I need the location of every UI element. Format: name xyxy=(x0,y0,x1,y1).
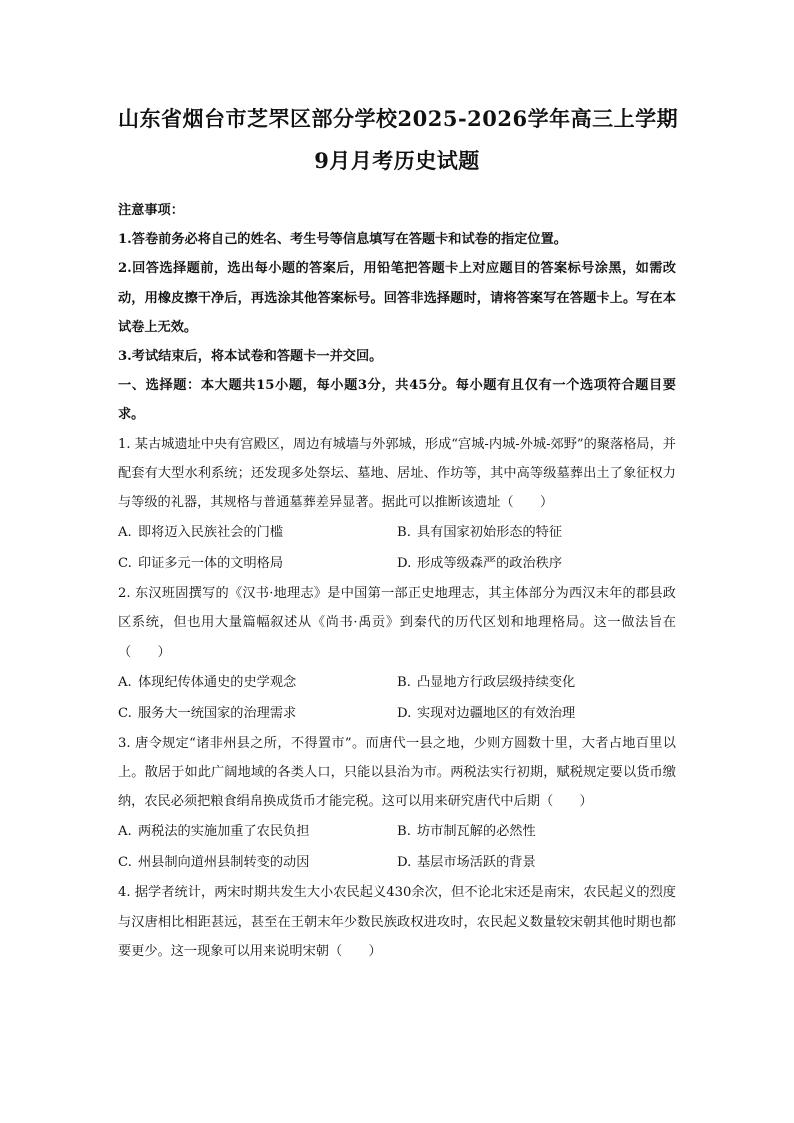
option-a: A. 两税法的实施加重了农民负担 xyxy=(118,824,310,840)
option-d: D. 实现对边疆地区的有效治理 xyxy=(397,705,576,721)
option-c: C. 州县制向道州县制转变的动因 xyxy=(118,855,310,871)
notice-item-1: 1.答卷前务必将自己的姓名、考生号等信息填写在答题卡和试卷的指定位置。 xyxy=(118,232,567,248)
notice-item-2: 2.回答选择题前，选出每小题的答案后，用铅笔把答题卡上对应题目的答案标号涂黑，如需改动，用橡皮擦干净后，再选涂其他答案标号。回答非选择题时，请将答案写在答题卡上。写在本试卷上无效。 xyxy=(118,261,676,335)
option-c: C. 服务大一统国家的治理需求 xyxy=(118,705,297,721)
question-3 xyxy=(118,729,676,879)
answer-options xyxy=(118,667,676,729)
option-b: B. 坊市制瓦解的必然性 xyxy=(397,824,536,840)
exam-title-line2: 9月月考历史试题 xyxy=(314,148,480,173)
question-stem: 4. 据学者统计，两宋时期共发生大小农民起义430余次，但不论北宋还是南宋，农民起义的烈度与汉唐相比相距甚远，甚至在王朝末年少数民族政权进攻时，农民起义数量较宋朝其他时期也都要更少。这一现象可以用来说明宋朝（ ） xyxy=(118,885,676,959)
answer-options xyxy=(118,816,676,878)
option-d: D. 形成等级森严的政治秩序 xyxy=(397,556,563,572)
question-stem: 3. 唐令规定“诸非州县之所，不得置市”。而唐代一县之地，少则方圆数十里，大者占地百里以上。散居于如此广阔地域的各类人口，只能以县治为市。两税法实行初期，赋税规定要以货币缴纳，农民必须把粮食绢帛换成货币才能完税。这可以用来研究唐代中后期（ ） xyxy=(118,735,676,810)
option-b: B. 具有国家初始形态的特征 xyxy=(397,525,563,541)
notice-item-3: 3.考试结束后，将本试卷和答题卡一并交回。 xyxy=(118,349,383,365)
exam-title-line1: 山东省烟台市芝罘区部分学校2025-2026学年高三上学期 xyxy=(118,106,679,131)
notice-heading: 注意事项： xyxy=(118,203,184,218)
option-a: A. 体现纪传体通史的史学观念 xyxy=(118,674,297,690)
option-b: B. 凸显地方行政层级持续变化 xyxy=(397,674,576,690)
question-2 xyxy=(118,579,676,729)
answer-options xyxy=(118,517,676,579)
option-c: C. 印证多元一体的文明格局 xyxy=(118,556,284,572)
option-d: D. 基层市场活跃的背景 xyxy=(397,855,536,871)
question-4 xyxy=(118,878,676,966)
question-stem: 2. 东汉班固撰写的《汉书·地理志》是中国第一部正史地理志，其主体部分为西汉末年的郡县政区系统，但也用大量篇幅叙述从《尚书·禹贡》到秦代的历代区划和地理格局。这一做法旨在（ ） xyxy=(118,586,676,660)
question-stem: 1. 某古城遗址中央有宫殿区，周边有城墙与外郭城，形成“宫城-内城-外城-郊野”的聚落格局，并配套有大型水利系统；还发现多处祭坛、墓地、居址、作坊等，其中高等级墓葬出土了象征权力与等级的礼器，其规格与普通墓葬差异显著。据此可以推断该遗址（ ） xyxy=(118,436,676,511)
question-1 xyxy=(118,430,676,580)
section-heading: 一、选择题：本大题共15小题，每小题3分，共45分。每小题有且仅有一个选项符合题目要求。 xyxy=(118,378,676,423)
option-a: A. 即将迈入民族社会的门槛 xyxy=(118,525,284,541)
